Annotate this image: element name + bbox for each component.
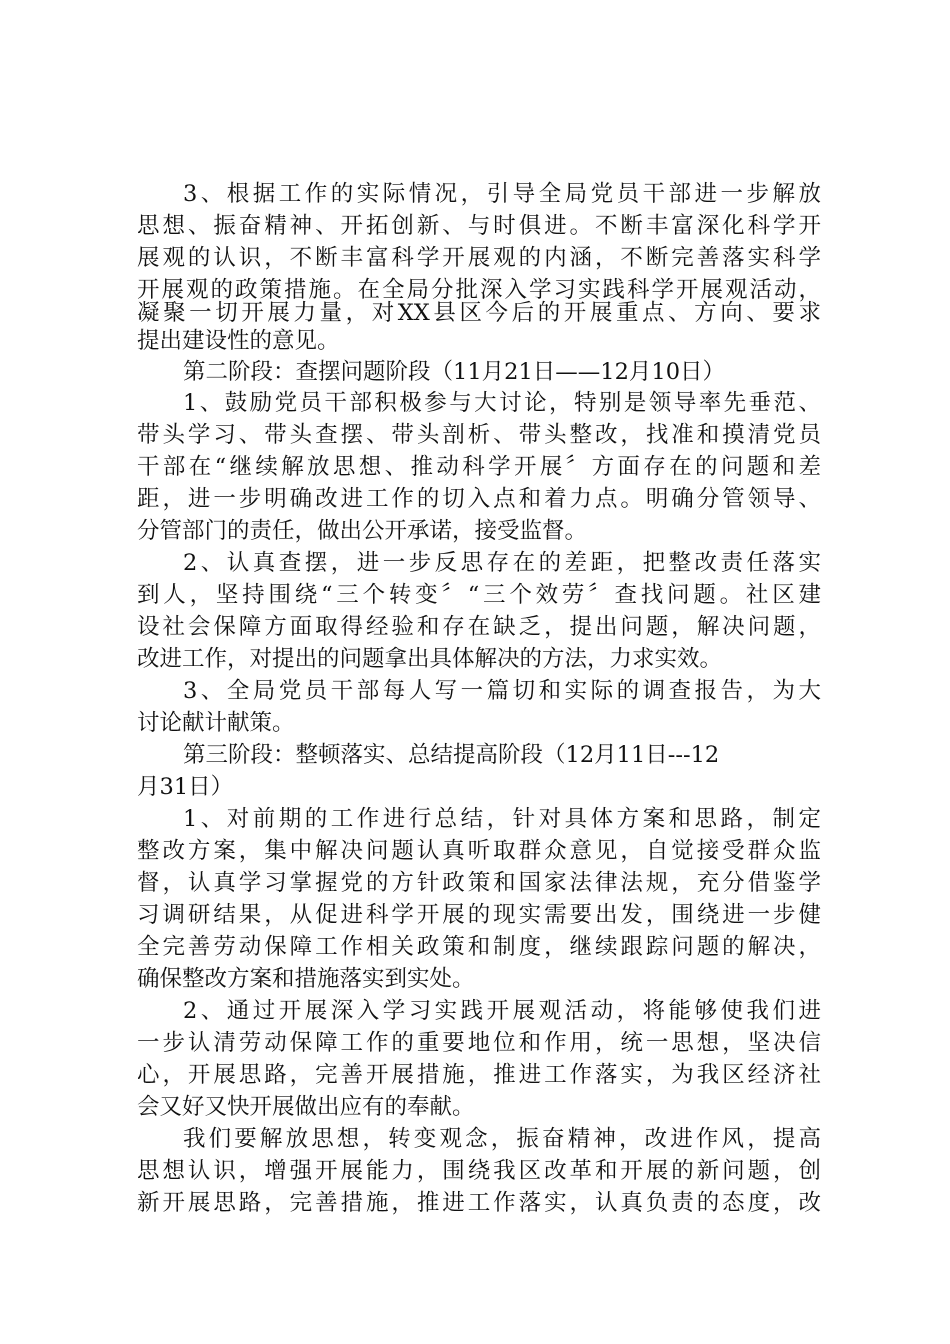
text-line: 带头学习、带头查摆、带头剖析、带头整改，找准和摸清党员 bbox=[137, 422, 821, 448]
text-line: 距，进一步明确改进工作的切入点和着力点。明确分管领导、 bbox=[137, 486, 821, 512]
text-line: 新开展思路，完善措施，推进工作落实，认真负责的态度，改 bbox=[137, 1190, 821, 1216]
text-line: 3、根据工作的实际情况，引导全局党员干部进一步解放 bbox=[183, 181, 821, 207]
text-line: 我们要解放思想，转变观念，振奋精神，改进作风，提高 bbox=[183, 1126, 821, 1152]
section-heading: 第三阶段：整顿落实、总结提高阶段（12月11日---12 bbox=[183, 742, 720, 768]
text-line: 改进工作，对提出的问题拿出具体解决的方法，力求实效。 bbox=[137, 646, 723, 672]
text-line: 整改方案，集中解决问题认真听取群众意见，自觉接受群众监 bbox=[137, 838, 821, 864]
text-line: 一步认清劳动保障工作的重要地位和作用，统一思想，坚决信 bbox=[137, 1030, 821, 1056]
text-line: 3、全局党员干部每人写一篇切和实际的调查报告，为大 bbox=[183, 678, 821, 704]
text-line: 确保整改方案和措施落实到实处。 bbox=[137, 966, 475, 992]
text-line: 督，认真学习掌握党的方针政策和国家法律法规，充分借鉴学 bbox=[137, 870, 821, 896]
text-line: 展观的认识，不断丰富科学开展观的内涵，不断完善落实科学 bbox=[137, 245, 821, 271]
text-line: 到人，坚持围绕“三个转变〞“三个效劳〞查找问题。社区建 bbox=[137, 582, 821, 608]
text-line: 思想、振奋精神、开拓创新、与时俱进。不断丰富深化科学开 bbox=[137, 213, 821, 239]
text-line: 心，开展思路，完善开展措施，推进工作落实，为我区经济社 bbox=[137, 1062, 821, 1088]
text-line: 设社会保障方面取得经验和存在缺乏，提出问题，解决问题， bbox=[137, 614, 821, 640]
text-line: 1、对前期的工作进行总结，针对具体方案和思路，制定 bbox=[183, 806, 821, 832]
text-line: 会又好又快开展做出应有的奉献。 bbox=[137, 1094, 475, 1120]
text-line: 讨论献计献策。 bbox=[137, 710, 295, 736]
text-line: 1、鼓励党员干部积极参与大讨论，特别是领导率先垂范、 bbox=[183, 390, 821, 416]
text-line: 提出建设性的意见。 bbox=[137, 328, 340, 354]
text-line: 分管部门的责任，做出公开承诺，接受监督。 bbox=[137, 518, 588, 544]
text-line: 全完善劳动保障工作相关政策和制度，继续跟踪问题的解决， bbox=[137, 934, 821, 960]
text-line: 干部在“继续解放思想、推动科学开展〞方面存在的问题和差 bbox=[137, 454, 821, 480]
text-line: 2、认真查摆，进一步反思存在的差距，把整改责任落实 bbox=[183, 550, 821, 576]
text-line: 思想认识，增强开展能力，围绕我区改革和开展的新问题，创 bbox=[137, 1158, 821, 1184]
text-line: 开展观的政策措施。在全局分批深入学习实践科学开展观活动， bbox=[137, 277, 821, 303]
section-heading: 第二阶段：查摆问题阶段（11月21日——12月10日） bbox=[183, 359, 726, 385]
text-line: 凝聚一切开展力量，对XX县区今后的开展重点、方向、要求 bbox=[137, 300, 821, 326]
section-heading-continued: 月31日） bbox=[137, 774, 234, 800]
text-line: 2、通过开展深入学习实践开展观活动，将能够使我们进 bbox=[183, 998, 821, 1024]
text-line: 习调研结果，从促进科学开展的现实需要出发，围绕进一步健 bbox=[137, 902, 821, 928]
